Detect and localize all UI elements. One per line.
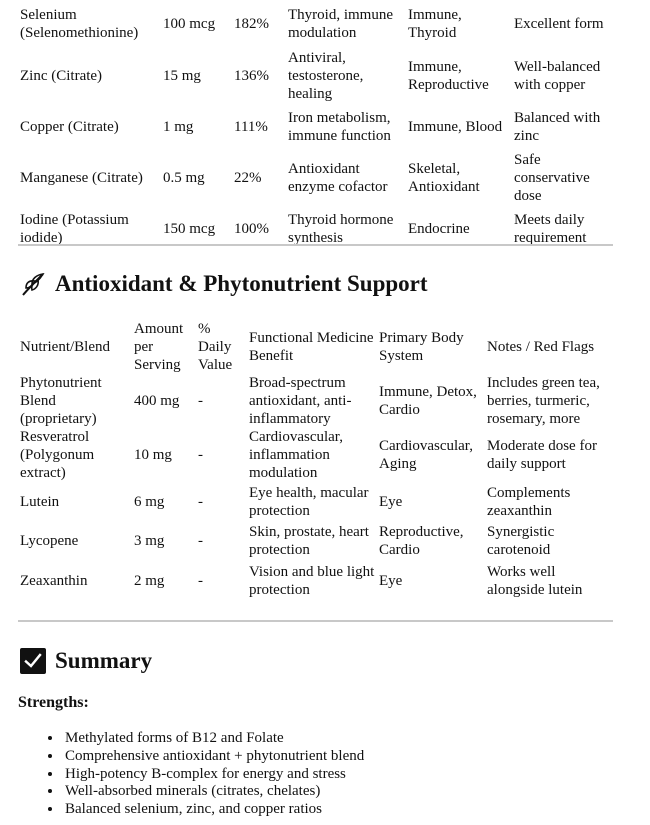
nutrient-cell: Manganese (Citrate) bbox=[20, 170, 143, 187]
list-item: • High-potency B-complex for energy and stress bbox=[63, 766, 364, 784]
notes-cell: Synergistic carotenoid bbox=[487, 524, 555, 559]
nutrient-cell: Phytonutrient Blend (proprietary) bbox=[20, 375, 102, 427]
body-system-cell: Immune, Thyroid bbox=[408, 7, 462, 42]
table-row bbox=[18, 482, 611, 522]
body-system-cell: Endocrine bbox=[408, 221, 470, 238]
benefit-cell: Antioxidant enzyme cofactor bbox=[288, 161, 388, 196]
benefit-cell: Eye health, macular protection bbox=[249, 484, 369, 519]
notes-cell: Moderate dose for daily support bbox=[487, 438, 597, 472]
benefit-cell: Vision and blue light protection bbox=[249, 563, 375, 598]
notes-cell: Excellent form bbox=[514, 16, 604, 33]
amount-cell: 2 mg bbox=[134, 572, 165, 589]
daily-value-cell: 100% bbox=[234, 221, 269, 238]
body-system-cell: Reproductive, Cardio bbox=[379, 524, 464, 559]
table-row bbox=[18, 428, 611, 482]
column-header: Amount per Serving bbox=[134, 321, 184, 373]
table-row bbox=[18, 561, 611, 601]
body-system-cell: Immune, Reproductive bbox=[408, 58, 489, 93]
table-row bbox=[18, 103, 612, 152]
body-system-cell: Eye bbox=[379, 493, 403, 510]
column-header: Notes / Red Flags bbox=[487, 339, 595, 355]
benefit-cell: Iron metabolism, immune function bbox=[288, 109, 391, 144]
column-header: Primary Body System bbox=[379, 330, 464, 364]
antioxidant-table bbox=[18, 320, 611, 601]
notes-cell: Complements zeaxanthin bbox=[487, 484, 571, 519]
strengths-label: Strengths: bbox=[18, 694, 89, 711]
table-row bbox=[18, 0, 612, 49]
amount-cell: 15 mg bbox=[163, 67, 201, 84]
list-item: • Balanced selenium, zinc, and copper ratios bbox=[63, 801, 364, 819]
nutrient-cell: Copper (Citrate) bbox=[20, 118, 119, 135]
amount-cell: 3 mg bbox=[134, 533, 165, 550]
list-item: • Methylated forms of B12 and Folate bbox=[63, 730, 364, 748]
section-divider bbox=[18, 620, 613, 622]
nutrient-cell: Iodine (Potassium iodide) bbox=[20, 212, 129, 247]
body-system-cell: Eye bbox=[379, 572, 403, 589]
strengths-list bbox=[18, 730, 364, 819]
list-item: • Comprehensive antioxidant + phytonutrient blend bbox=[63, 748, 364, 766]
amount-cell: 150 mcg bbox=[163, 221, 216, 238]
minerals-table bbox=[18, 0, 612, 254]
table-header-row bbox=[18, 320, 611, 374]
column-header: Functional Medicine Benefit bbox=[249, 330, 374, 364]
column-header: % Daily Value bbox=[198, 321, 233, 373]
daily-value-cell: 111% bbox=[234, 118, 268, 135]
nutrient-cell: Lycopene bbox=[20, 533, 79, 550]
body-system-cell: Immune, Detox, Cardio bbox=[379, 384, 477, 418]
daily-value-cell: - bbox=[198, 572, 203, 589]
benefit-cell: Skin, prostate, heart protection bbox=[249, 524, 369, 559]
table-row bbox=[18, 374, 611, 428]
daily-value-cell: - bbox=[198, 533, 203, 550]
table-row bbox=[18, 151, 612, 205]
benefit-cell: Antiviral, testosterone, healing bbox=[288, 49, 364, 102]
daily-value-cell: 22% bbox=[234, 170, 262, 187]
daily-value-cell: - bbox=[198, 447, 203, 463]
daily-value-cell: - bbox=[198, 493, 203, 510]
notes-cell: Includes green tea, berries, turmeric, rosemary, more bbox=[487, 375, 600, 427]
benefit-cell: Broad-spectrum antioxidant, anti-inflammatory bbox=[249, 375, 352, 427]
amount-cell: 10 mg bbox=[134, 447, 172, 463]
table-row bbox=[18, 522, 611, 562]
section-title: Antioxidant & Phytonutrient Support bbox=[55, 271, 428, 296]
benefit-cell: Thyroid hormone synthesis bbox=[288, 212, 394, 247]
daily-value-cell: 136% bbox=[234, 67, 269, 84]
body-system-cell: Cardiovascular, Aging bbox=[379, 438, 473, 472]
amount-cell: 6 mg bbox=[134, 493, 165, 510]
summary-section-heading bbox=[20, 648, 152, 674]
section-divider bbox=[18, 244, 613, 246]
nutrient-cell: Zeaxanthin bbox=[20, 572, 88, 589]
nutrient-cell: Resveratrol (Polygonum extract) bbox=[20, 429, 95, 481]
column-header: Nutrient/Blend bbox=[20, 339, 110, 355]
table-row bbox=[18, 205, 612, 254]
section-title: Summary bbox=[55, 648, 153, 673]
body-system-cell: Skeletal, Antioxidant bbox=[408, 161, 480, 196]
daily-value-cell: - bbox=[198, 393, 203, 409]
benefit-cell: Thyroid, immune modulation bbox=[288, 7, 393, 42]
amount-cell: 400 mg bbox=[134, 393, 180, 409]
nutrient-cell: Zinc (Citrate) bbox=[20, 67, 103, 84]
nutrient-cell: Lutein bbox=[20, 493, 60, 510]
table-row bbox=[18, 49, 612, 103]
amount-cell: 1 mg bbox=[163, 118, 194, 135]
notes-cell: Balanced with zinc bbox=[514, 109, 601, 144]
check-mark-icon bbox=[20, 648, 46, 674]
benefit-cell: Cardiovascular, inflammation modulation bbox=[249, 429, 343, 481]
daily-value-cell: 182% bbox=[234, 16, 269, 33]
list-item: • Well-absorbed minerals (citrates, chelates) bbox=[63, 783, 364, 801]
leaf-icon bbox=[20, 271, 46, 297]
body-system-cell: Immune, Blood bbox=[408, 118, 503, 135]
nutrient-cell: Selenium (Selenomethionine) bbox=[20, 7, 139, 42]
notes-cell: Works well alongside lutein bbox=[487, 563, 583, 598]
amount-cell: 100 mcg bbox=[163, 16, 216, 33]
notes-cell: Meets daily requirement bbox=[514, 212, 587, 247]
notes-cell: Well-balanced with copper bbox=[514, 58, 601, 93]
notes-cell: Safe conservative dose bbox=[514, 152, 590, 205]
amount-cell: 0.5 mg bbox=[163, 170, 205, 187]
antioxidant-section-heading bbox=[20, 271, 428, 297]
